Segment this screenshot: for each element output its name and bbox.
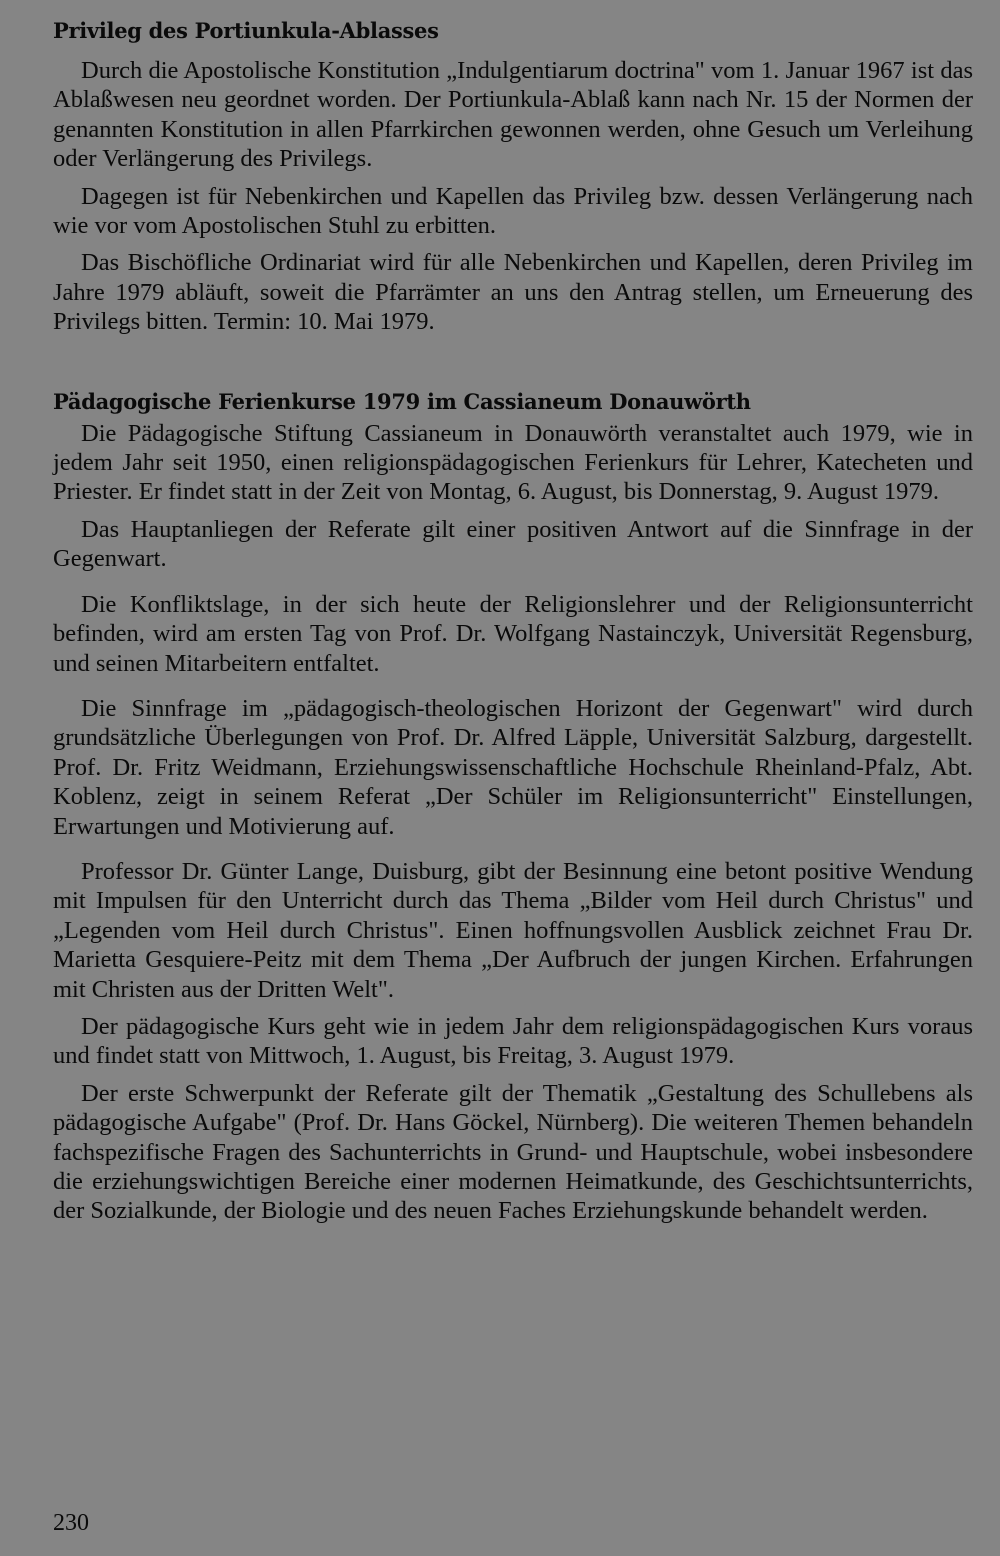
document-page <box>53 14 973 1226</box>
paragraph: Dagegen ist für Nebenkirchen und Kapellen das Privileg bzw. dessen Verlängerung nach wie vor vom Apostolischen Stuhl zu erbitten. <box>53 182 973 240</box>
spacer <box>53 174 973 182</box>
spacer <box>53 48 973 56</box>
section-title-portiunkula: Privileg des Portiunkula-Ablasses <box>53 18 439 43</box>
paragraph: Das Bischöfliche Ordinariat wird für alle Nebenkirchen und Kapellen, deren Privileg im Jahre 1979 abläuft, soweit die Pfarrämter an uns den Antrag stellen, um Erneuerung des Privilegs bitten. Termin: 10. Mai 1979. <box>53 249 973 336</box>
spacer <box>53 507 973 515</box>
paragraph: Durch die Apostolische Konstitution „Indulgentiarum doctrina" vom 1. Januar 1967 ist das Ablaßwesen neu geordnet worden. Der Portiunkula-Ablaß kann nach Nr. 15 der Normen der genannten Konstitution in allen Pfarrkirchen gewonnen werden, ohne Gesuch um Verleihung oder Verlängerung des Privilegs. <box>53 57 973 173</box>
spacer <box>53 240 973 248</box>
spacer <box>53 678 973 694</box>
spacer <box>53 841 973 857</box>
section-title-ferienkurse: Pädagogische Ferienkurse 1979 im Cassianeum Donauwörth <box>53 388 751 414</box>
spacer <box>53 1004 973 1012</box>
paragraph: Der pädagogische Kurs geht wie in jedem Jahr dem religionspädagogischen Kurs voraus und findet statt von Mittwoch, 1. August, bis Freitag, 3. August 1979. <box>53 1012 973 1070</box>
paragraph: Der erste Schwerpunkt der Referate gilt der Thematik „Gestaltung des Schullebens als pädagogische Aufgabe" (Prof. Dr. Hans Göckel, Nürnberg). Die weiteren Themen behandeln fachspezifische Fragen des Sachunterrichts in Grund- und Hauptschule, wobei insbesondere die erziehungswichtigen Bereiche einer modernen Heimatkunde, des Geschichtsunterrichts, der Sozialkunde, der Biologie und des neuen Faches Erziehungskunde behandelt werden. <box>53 1079 973 1225</box>
paragraph: Die Konfliktslage, in der sich heute der Religionslehrer und der Religionsunterricht befinden, wird am ersten Tag von Prof. Dr. Wolfgang Nastainczyk, Universität Regensburg, und seinen Mitarbeitern entfaltet. <box>53 590 973 677</box>
paragraph: Die Sinnfrage im „pädagogisch-theologischen Horizont der Gegenwart" wird durch grundsätzliche Überlegungen von Prof. Dr. Alfred Läpple, Universität Salzburg, dargestellt. Prof. Dr. Fritz Weidmann, Erziehungswissenschaftliche Hochschule Rheinland-Pfalz, Abt. Koblenz, zeigt in seinem Referat „Der Schüler im Religionsunterricht" Einstellungen, Erwartungen und Motivierung auf. <box>53 694 973 840</box>
spacer <box>53 337 973 385</box>
paragraph: Die Pädagogische Stiftung Cassianeum in Donauwörth veranstaltet auch 1979, wie in jedem Jahr seit 1950, einen religionspädagogischen Ferienkurs für Lehrer, Katecheten und Priester. Er findet statt in der Zeit von Montag, 6. August, bis Donnerstag, 9. August 1979. <box>53 419 973 506</box>
spacer <box>53 574 973 590</box>
paragraph: Professor Dr. Günter Lange, Duisburg, gibt der Besinnung eine betont positive Wendung mit Impulsen für den Unterricht durch das Thema „Bilder vom Heil durch Christus" und „Legenden vom Heil durch Christus". Einen hoffnungsvollen Ausblick zeichnet Frau Dr. Marietta Gesquiere-Peitz mit dem Thema „Der Aufbruch der jungen Kirchen. Erfahrungen mit Christen aus der Dritten Welt". <box>53 857 973 1003</box>
paragraph: Das Hauptanliegen der Referate gilt einer positiven Antwort auf die Sinnfrage in der Gegenwart. <box>53 515 973 573</box>
spacer <box>53 1071 973 1079</box>
page-number: 230 <box>53 1510 89 1536</box>
